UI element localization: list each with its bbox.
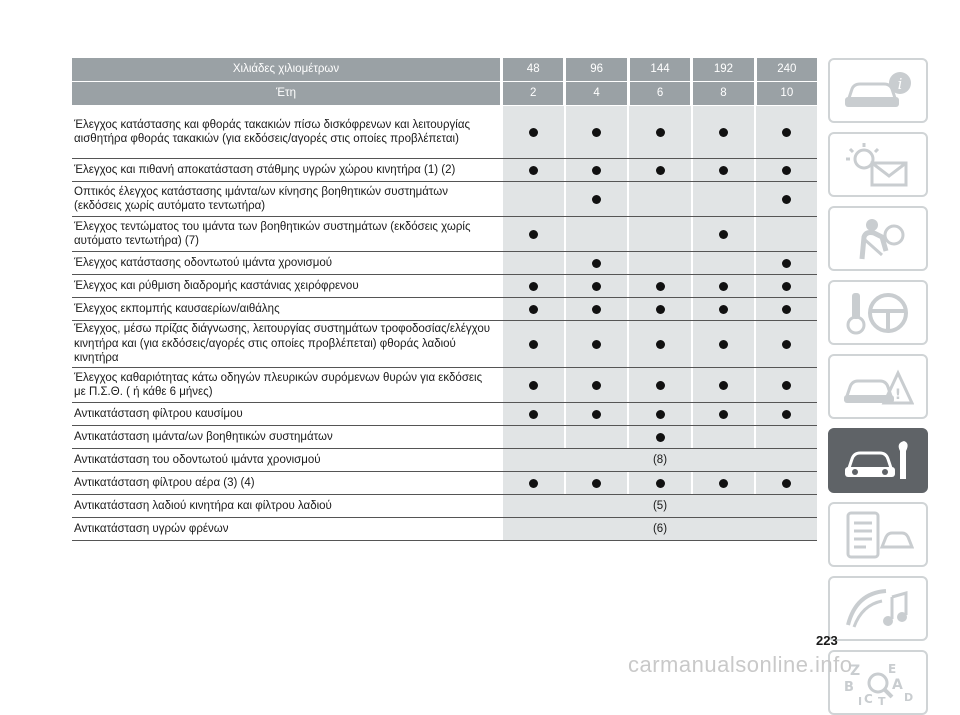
interval-cell — [693, 106, 756, 158]
row-description: Έλεγχος τεντώματος του ιμάντα των βοηθητικών συστημάτων (εκδόσεις χωρίς αυτόματο τεντωτήρα) (7) — [72, 217, 500, 251]
row-description: Αντικατάσταση ιμάντα/ων βοηθητικών συστημάτων — [72, 426, 500, 448]
interval-cell — [566, 106, 629, 158]
check-dot-icon — [719, 128, 728, 137]
interval-cell — [756, 106, 817, 158]
svg-text:i: i — [897, 74, 903, 93]
interval-cell — [503, 472, 566, 494]
tab-warning-lights[interactable] — [828, 132, 928, 197]
check-dot-icon — [719, 381, 728, 390]
interval-cell — [693, 403, 756, 425]
check-dot-icon — [782, 195, 791, 204]
interval-cell — [629, 321, 692, 367]
table-row — [72, 321, 817, 368]
interval-cell — [693, 298, 756, 320]
interval-cell — [629, 182, 692, 216]
row-description: Έλεγχος, μέσω πρίζας διάγνωσης, λειτουργίας συστημάτων τροφοδοσίας/ελέγχου κινητήρα και (για εκδόσεις/αγορές στις οποίες προβλέπεται) φθοράς λαδιού κινητήρα — [72, 321, 500, 367]
check-dot-icon — [782, 259, 791, 268]
multimedia-icon — [842, 585, 914, 633]
header-km-value: 240 — [777, 63, 797, 75]
tab-multimedia[interactable] — [828, 576, 928, 641]
interval-cell — [756, 426, 817, 448]
check-dot-icon — [656, 340, 665, 349]
row-description: Αντικατάσταση φίλτρου αέρα (3) (4) — [72, 472, 500, 494]
interval-cell — [629, 252, 692, 274]
tab-emergency[interactable] — [828, 354, 928, 419]
header-km-label: Χιλιάδες χιλιομέτρων — [232, 63, 340, 75]
interval-cell — [756, 159, 817, 181]
check-dot-icon — [782, 381, 791, 390]
index-letter: I — [858, 694, 863, 707]
interval-cell — [503, 275, 566, 297]
interval-cell — [629, 217, 692, 251]
interval-cell — [629, 403, 692, 425]
interval-cell — [629, 368, 692, 402]
check-dot-icon — [592, 259, 601, 268]
check-dot-icon — [656, 166, 665, 175]
interval-cell — [693, 252, 756, 274]
interval-cell — [566, 275, 629, 297]
header-years-row — [72, 82, 817, 105]
interval-cell — [629, 426, 692, 448]
warning-light-envelope-icon — [842, 141, 914, 189]
check-dot-icon — [656, 410, 665, 419]
tab-maintenance[interactable] — [828, 428, 928, 493]
table-row — [72, 252, 817, 275]
check-dot-icon — [656, 128, 665, 137]
interval-cell — [693, 368, 756, 402]
interval-cell — [566, 368, 629, 402]
table-row — [72, 449, 817, 472]
interval-cell — [503, 252, 566, 274]
check-dot-icon — [719, 410, 728, 419]
header-years-value: 6 — [656, 87, 664, 99]
check-dot-icon — [656, 381, 665, 390]
table-row — [72, 403, 817, 426]
interval-cell — [566, 252, 629, 274]
row-description: Οπτικός έλεγχος κατάστασης ιμάντα/ων κίνησης βοηθητικών συστημάτων (εκδόσεις χωρίς αυτόματο τεντωτήρα) — [72, 182, 500, 216]
interval-cell — [629, 298, 692, 320]
interval-cell — [566, 182, 629, 216]
table-row — [72, 495, 817, 518]
check-dot-icon — [782, 128, 791, 137]
check-dot-icon — [592, 381, 601, 390]
check-dot-icon — [529, 166, 538, 175]
check-dot-icon — [719, 305, 728, 314]
check-dot-icon — [656, 479, 665, 488]
tab-starting-driving[interactable] — [828, 280, 928, 345]
interval-cell — [756, 321, 817, 367]
check-dot-icon — [782, 282, 791, 291]
row-description: Έλεγχος καθαριότητας κάτω οδηγών πλευρικών συρόμενων θυρών για εκδόσεις με Π.Σ.Θ. ( ή κάθε 6 μήνες) — [72, 368, 500, 402]
row-note: (5) — [503, 495, 817, 517]
interval-cell — [503, 217, 566, 251]
check-dot-icon — [529, 340, 538, 349]
header-km-value: 48 — [526, 63, 540, 75]
row-description: Έλεγχος κατάστασης οδοντωτού ιμάντα χρονισμού — [72, 252, 500, 274]
key-steering-wheel-icon — [842, 289, 914, 337]
check-dot-icon — [656, 433, 665, 442]
interval-cell — [629, 275, 692, 297]
header-years-label: Έτη — [276, 87, 296, 99]
interval-cell — [503, 426, 566, 448]
interval-cell — [693, 472, 756, 494]
interval-cell — [693, 426, 756, 448]
check-dot-icon — [719, 340, 728, 349]
check-dot-icon — [719, 479, 728, 488]
watermark: carmanualsonline.info — [628, 652, 853, 677]
check-dot-icon — [529, 381, 538, 390]
tab-car-info[interactable] — [828, 58, 928, 123]
check-dot-icon — [529, 479, 538, 488]
interval-cell — [693, 321, 756, 367]
check-dot-icon — [529, 128, 538, 137]
interval-cell — [756, 368, 817, 402]
check-dot-icon — [592, 340, 601, 349]
check-dot-icon — [592, 282, 601, 291]
interval-cell — [566, 298, 629, 320]
page-number: 223 — [816, 633, 838, 648]
header-years-value: 2 — [530, 87, 537, 99]
index-letter: T — [878, 694, 886, 707]
tab-safety[interactable] — [828, 206, 928, 271]
table-row — [72, 217, 817, 252]
interval-cell — [566, 321, 629, 367]
interval-cell — [629, 159, 692, 181]
check-dot-icon — [592, 479, 601, 488]
row-description: Αντικατάσταση του οδοντωτού ιμάντα χρονισμού — [72, 449, 500, 471]
header-km-value: 144 — [650, 63, 670, 75]
check-dot-icon — [592, 128, 601, 137]
interval-cell — [693, 182, 756, 216]
header-years-value: 8 — [720, 87, 727, 99]
check-dot-icon — [592, 166, 601, 175]
header-km-value: 96 — [590, 63, 603, 75]
interval-cell — [756, 298, 817, 320]
car-breakdown-icon — [842, 363, 914, 411]
check-dot-icon — [529, 282, 538, 291]
interval-cell — [693, 217, 756, 251]
table-row — [72, 106, 817, 159]
interval-cell — [629, 106, 692, 158]
table-row — [72, 426, 817, 449]
seatbelt-airbag-icon — [842, 215, 914, 263]
table-row — [72, 159, 817, 182]
interval-cell — [566, 217, 629, 251]
index-letter: A — [892, 676, 903, 693]
check-dot-icon — [529, 410, 538, 419]
row-description: Έλεγχος και ρύθμιση διαδρομής καστάνιας χειρόφρενου — [72, 275, 500, 297]
index-letter: Z — [850, 662, 861, 679]
interval-cell — [503, 368, 566, 402]
interval-cell — [566, 403, 629, 425]
table-row — [72, 182, 817, 217]
table-row — [72, 275, 817, 298]
index-letter: B — [844, 679, 854, 695]
check-dot-icon — [529, 230, 538, 239]
interval-cell — [566, 472, 629, 494]
interval-cell — [566, 159, 629, 181]
interval-cell — [693, 275, 756, 297]
row-description: Αντικατάσταση φίλτρου καυσίμου — [72, 403, 500, 425]
interval-cell — [503, 298, 566, 320]
check-dot-icon — [782, 305, 791, 314]
check-dot-icon — [782, 479, 791, 488]
interval-cell — [756, 403, 817, 425]
interval-cell — [756, 252, 817, 274]
interval-cell — [503, 159, 566, 181]
car-maintenance-icon — [842, 437, 914, 485]
car-info-icon — [842, 67, 914, 115]
header-km-row — [72, 58, 817, 81]
interval-cell — [503, 106, 566, 158]
index-letter: C — [864, 691, 873, 706]
interval-cell — [503, 182, 566, 216]
row-description: Αντικατάσταση λαδιού κινητήρα και φίλτρου λαδιού — [72, 495, 500, 517]
interval-cell — [756, 275, 817, 297]
check-dot-icon — [782, 410, 791, 419]
interval-cell — [756, 217, 817, 251]
check-dot-icon — [719, 282, 728, 291]
interval-cell — [756, 182, 817, 216]
table-row — [72, 298, 817, 321]
index-letter: D — [904, 690, 914, 704]
tab-technical-data[interactable] — [828, 502, 928, 567]
check-dot-icon — [529, 305, 538, 314]
interval-cell — [503, 403, 566, 425]
check-dot-icon — [592, 305, 601, 314]
table-row — [72, 518, 817, 541]
row-note: (6) — [503, 518, 817, 540]
svg-text:!: ! — [894, 386, 902, 403]
check-dot-icon — [592, 195, 601, 204]
check-dot-icon — [656, 305, 665, 314]
row-description: Έλεγχος και πιθανή αποκατάσταση στάθμης υγρών χώρου κινητήρα (1) (2) — [72, 159, 500, 181]
index-letter: E — [888, 661, 897, 676]
check-dot-icon — [782, 166, 791, 175]
row-description: Έλεγχος εκπομπής καυσαερίων/αιθάλης — [72, 298, 500, 320]
header-years-value: 4 — [593, 87, 600, 99]
interval-cell — [629, 472, 692, 494]
table-row — [72, 472, 817, 495]
header-years-value: 10 — [780, 87, 794, 99]
table-row — [72, 368, 817, 403]
car-specs-icon — [842, 511, 914, 559]
header-km-value: 192 — [713, 63, 734, 75]
check-dot-icon — [719, 230, 728, 239]
interval-cell — [756, 472, 817, 494]
interval-cell — [693, 159, 756, 181]
interval-cell — [503, 321, 566, 367]
check-dot-icon — [719, 166, 728, 175]
row-description: Αντικατάσταση υγρών φρένων — [72, 518, 500, 540]
interval-cell — [566, 426, 629, 448]
row-note: (8) — [503, 449, 817, 471]
check-dot-icon — [782, 340, 791, 349]
row-description: Έλεγχος κατάστασης και φθοράς τακακιών πίσω δισκόφρενων και λειτουργίας αισθητήρα φθοράς τακακιών (για εκδόσεις/αγορές στις οποίες προβλέπεται) — [72, 106, 500, 158]
check-dot-icon — [592, 410, 601, 419]
check-dot-icon — [656, 282, 665, 291]
